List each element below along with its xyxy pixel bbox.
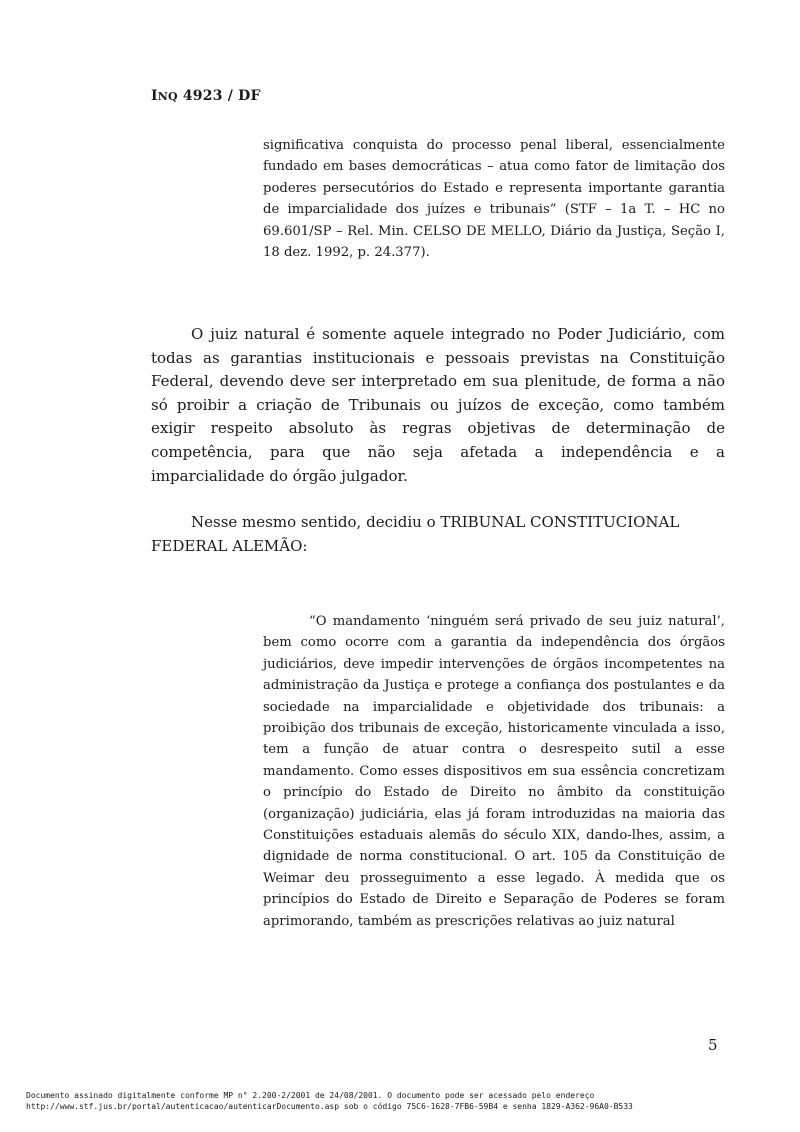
block-quote-tribunal-alemao — [263, 611, 725, 932]
signature-footer — [26, 1090, 633, 1112]
body-section — [151, 323, 725, 488]
header-initial: I — [151, 88, 158, 104]
page-number: 5 — [708, 1036, 718, 1054]
footer-line-url: http://www.stf.jus.br/portal/autenticacao/autenticarDocumento.asp sob o código 75C6-1628-7FB6-59B4 e senha 1829-A362-96A0-B533 — [26, 1102, 633, 1111]
header-case-number: 4923 / DF — [177, 88, 261, 104]
footer-line-signature: Documento assinado digitalmente conforme MP n° 2.200-2/2001 de 24/08/2001. O documento pode ser acessado pelo endereço — [26, 1091, 595, 1100]
body-paragraph-juiz-natural: O juiz natural é somente aquele integrado no Poder Judiciário, com todas as garantias institucionais e pessoais previstas na Constituição Federal, devendo deve ser interpretado em sua plenitude, de forma a não só proibir a criação de Tribunais ou juízos de exceção, como também exigir respeito absoluto às regras objetivas de determinação de competência, para que não seja afetada a independência e a imparcialidade do órgão julgador. — [151, 325, 725, 485]
quote-paragraph: “O mandamento ‘ninguém será privado de seu juiz natural’, bem como ocorre com a garantia da independência dos órgãos judiciários, deve impedir intervenções de órgãos incompetentes na administração da Justiça e protege a confiança dos postulantes e da sociedade na imparcialidade e objetividade dos tribunais: a proibição dos tribunais de exceção, historicamente vinculada a isso, tem a função de atuar contra o desrespeito sutil a esse mandamento. Como esses dispositivos em sua essência concretizam o princípio do Estado de Direito no âmbito da constituição (organização) judiciária, elas já foram introduzidas na maioria das Constituições estaduais alemãs do século XIX, dando-lhes, assim, a dignidade de norma constitucional. O art. 105 da Constituição de Weimar deu prosseguimento a esse legado. À medida que os princípios do Estado de Direito e Separação de Poderes se foram aprimorando, também as prescrições relativas ao juiz natural — [263, 614, 725, 929]
quote-paragraph: significativa conquista do processo penal liberal, essencialmente fundado em bases democráticas – atua como fator de limitação dos poderes persecutórios do Estado e representa importante garantia de imparcialidade dos juízes e tribunais” (STF – 1a T. – HC no 69.601/SP – Rel. Min. CELSO DE MELLO, Diário da Justiça, Seção I, 18 dez. 1992, p. 24.377). — [263, 138, 725, 261]
block-quote-continuation — [263, 135, 725, 263]
body-section-intro — [151, 511, 725, 558]
header-small-caps: NQ — [157, 90, 178, 103]
document-header — [151, 88, 261, 104]
body-paragraph-tribunal: Nesse mesmo sentido, decidiu o TRIBUNAL CONSTITUCIONAL FEDERAL ALEMÃO: — [151, 513, 680, 555]
